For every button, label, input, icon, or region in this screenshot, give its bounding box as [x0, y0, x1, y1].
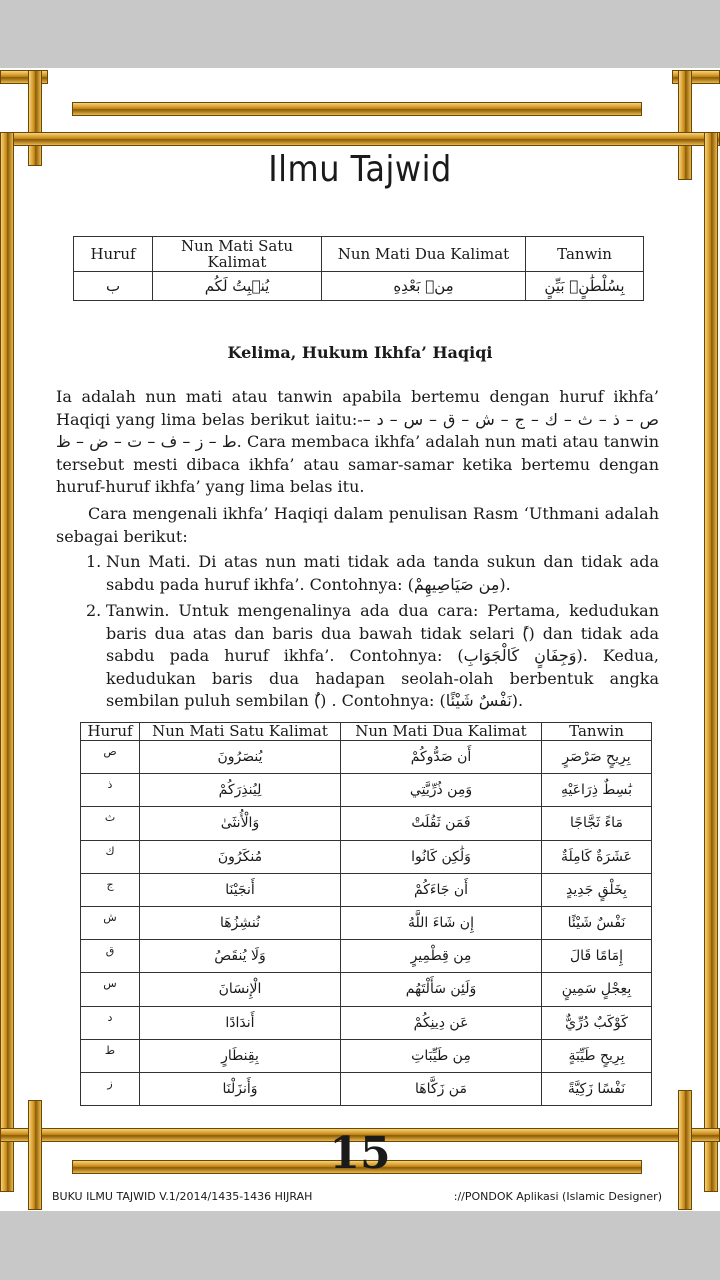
cell-satu-kalimat: أَنجَيْنَا	[140, 873, 341, 906]
header-huruf: Huruf	[81, 723, 140, 741]
cell-satu-kalimat: أَندَادًا	[140, 1006, 341, 1039]
ikhfa-ba-table	[73, 236, 644, 301]
cell-tanwin: مَاءً ثَجَّاجًا	[542, 807, 652, 840]
cell-dua-kalimat: مَن زَكَّاهَا	[341, 1072, 542, 1105]
table-row	[81, 973, 652, 1006]
list-number: 1.	[86, 552, 102, 571]
header-tanwin: Tanwin	[526, 237, 644, 272]
frame-left-bar	[0, 132, 14, 1192]
cell-tanwin: بِعِجْلٍ سَمِينٍ	[542, 973, 652, 1006]
header-nun-mati-satu: Nun Mati Satu Kalimat	[153, 237, 322, 272]
frame-top-bar	[0, 132, 720, 146]
cell-huruf: ش	[81, 906, 140, 939]
cell-dua-kalimat: فَمَن ثَقُلَتْ	[341, 807, 542, 840]
list-item	[86, 600, 659, 713]
cell-tanwin: كَوْكَبٌ دُرِّيٌّ	[542, 1006, 652, 1039]
cell-satu-kalimat: نُنشِزُهَا	[140, 906, 341, 939]
paragraph-text-continued: . Cara membaca ikhfa’ adalah nun mati atau tanwin tersebut mesti dibaca ikhfa’ atau samar-samar ketika bertemu dengan huruf-huruf ikhfa’ yang lima belas itu.	[56, 432, 659, 496]
list-item	[86, 551, 659, 596]
table-row	[81, 1072, 652, 1105]
cell-satu-kalimat: يُنۢبِتُ لَكُم	[153, 272, 322, 301]
cell-dua-kalimat: مِنۢ بَعْدِهِ	[322, 272, 526, 301]
paragraph-intro	[56, 503, 659, 548]
cell-dua-kalimat: أَن جَاءَكُمْ	[341, 873, 542, 906]
cell-dua-kalimat: مِن طَيِّبَاتِ	[341, 1039, 542, 1072]
paragraph-text: Ia adalah nun mati atau tanwin apabila bertemu dengan huruf ikhfa’ Haqiqi yang lima belas berikut iaitu:-	[56, 387, 659, 429]
cell-dua-kalimat: أَن صَدُّوكُمْ	[341, 741, 542, 774]
arabic-example: مِن صَيَاصِيهِمْ	[413, 574, 500, 594]
cell-satu-kalimat: وَلَا يُنقَصُ	[140, 940, 341, 973]
list-text-middle: ). Kedua, kedudukan baris dua hadapan seolah-olah berbentuk angka sembilan puluh sembilan (ٌ) . Contohnya: (	[106, 646, 660, 710]
frame-right-bar	[704, 132, 718, 1192]
table-row	[81, 741, 652, 774]
cell-tanwin: بِسُلْطَٰنٍۭ بَيِّنٍ	[526, 272, 644, 301]
table-header-row	[74, 237, 644, 272]
cell-dua-kalimat: وَلَٰكِن كَانُوا	[341, 840, 542, 873]
cell-satu-kalimat: يُنصَرُونَ	[140, 741, 341, 774]
table-header-row	[81, 723, 652, 741]
ikhfa-letters: ص – ذ – ث – ك – ج – ش – ق – س – د – ط – ز – ف – ت – ض – ظ	[56, 409, 660, 451]
cell-satu-kalimat: وَأَنزَلْنَا	[140, 1072, 341, 1105]
cell-dua-kalimat: عَن دِينِكُمْ	[341, 1006, 542, 1039]
cell-huruf: س	[81, 973, 140, 1006]
paragraph-text: Cara mengenali ikhfa’ Haqiqi dalam penulisan Rasm ‘Uthmani adalah sebagai berikut:	[56, 504, 659, 546]
cell-satu-kalimat: بِقِنطَارٍ	[140, 1039, 341, 1072]
page-title: Ilmu Tajwid	[268, 148, 452, 190]
header-nun-mati-satu: Nun Mati Satu Kalimat	[140, 723, 341, 741]
cell-huruf: ج	[81, 873, 140, 906]
cell-tanwin: بَٰسِطٌ ذِرَاعَيْهِ	[542, 774, 652, 807]
cell-dua-kalimat: وَلَئِن سَأَلْتَهُم	[341, 973, 542, 1006]
header-nun-mati-dua: Nun Mati Dua Kalimat	[322, 237, 526, 272]
page-number: 15	[329, 1128, 391, 1179]
cell-huruf: ث	[81, 807, 140, 840]
arabic-example-2: نَفْسٌ شَيْئًا	[445, 691, 512, 710]
cell-tanwin: بِخَلْقٍ جَدِيدٍ	[542, 873, 652, 906]
cell-huruf: ك	[81, 840, 140, 873]
cell-satu-kalimat: مُنكَرُونَ	[140, 840, 341, 873]
paragraph-definition	[56, 386, 659, 499]
ikhfa-letters-table	[80, 722, 652, 1106]
arabic-example: وَجِفَانٍ كَالْجَوَابِ	[463, 646, 577, 665]
table-row	[81, 906, 652, 939]
cell-huruf: ط	[81, 1039, 140, 1072]
cell-dua-kalimat: مِن قِطْمِيرٍ	[341, 940, 542, 973]
table-row	[81, 774, 652, 807]
table-row	[81, 940, 652, 973]
list-text: Nun Mati. Di atas nun mati tidak ada tanda sukun dan tidak ada sabdu pada huruf ikhfa’. Contohnya: (	[106, 552, 659, 594]
cell-tanwin: بِرِيحٍ صَرْصَرٍ	[542, 741, 652, 774]
list-text-end: ).	[511, 691, 524, 710]
list-text-end: ).	[499, 574, 511, 594]
header-tanwin: Tanwin	[542, 723, 652, 741]
cell-tanwin: بِرِيحٍ طَيِّبَةٍ	[542, 1039, 652, 1072]
list-number: 2.	[86, 601, 102, 620]
cell-tanwin: إِمَامًا قَالَ	[542, 940, 652, 973]
section-heading: Kelima, Hukum Ikhfa’ Haqiqi	[227, 343, 493, 362]
cell-huruf: ص	[81, 741, 140, 774]
footer-left: BUKU ILMU TAJWID V.1/2014/1435-1436 HIJRAH	[52, 1190, 313, 1203]
table-row	[74, 272, 644, 301]
table-row	[81, 873, 652, 906]
list-text: Tanwin. Untuk mengenalinya ada dua cara: Pertama, kedudukan baris dua atas dan baris dua bawah tidak selari (ً) dan tidak ada sabdu pada huruf ikhfa’. Contohnya: (	[106, 601, 659, 665]
table-row	[81, 1006, 652, 1039]
table-row	[81, 807, 652, 840]
cell-satu-kalimat: لِيُنذِرَكُمْ	[140, 774, 341, 807]
cell-huruf: ذ	[81, 774, 140, 807]
footer-right: ://PONDOK Aplikasi (Islamic Designer)	[453, 1190, 662, 1203]
cell-tanwin: عَشَرَةٌ كَامِلَةٌ	[542, 840, 652, 873]
cell-huruf: ب	[74, 272, 153, 301]
header-huruf: Huruf	[74, 237, 153, 272]
cell-huruf: ق	[81, 940, 140, 973]
cell-satu-kalimat: الْإِنسَانَ	[140, 973, 341, 1006]
cell-huruf: د	[81, 1006, 140, 1039]
frame-top-bar-inner	[72, 102, 642, 116]
header-nun-mati-dua: Nun Mati Dua Kalimat	[341, 723, 542, 741]
table-row	[81, 1039, 652, 1072]
cell-dua-kalimat: وَمِن ذُرِّيَّتِي	[341, 774, 542, 807]
cell-satu-kalimat: وَالْأُنثَىٰ	[140, 807, 341, 840]
cell-tanwin: نَفْسٌ شَيْئًا	[542, 906, 652, 939]
table-row	[81, 840, 652, 873]
cell-tanwin: نَفْسًا زَكِيَّةً	[542, 1072, 652, 1105]
cell-huruf: ز	[81, 1072, 140, 1105]
cell-dua-kalimat: إِن شَاءَ اللَّهُ	[341, 906, 542, 939]
